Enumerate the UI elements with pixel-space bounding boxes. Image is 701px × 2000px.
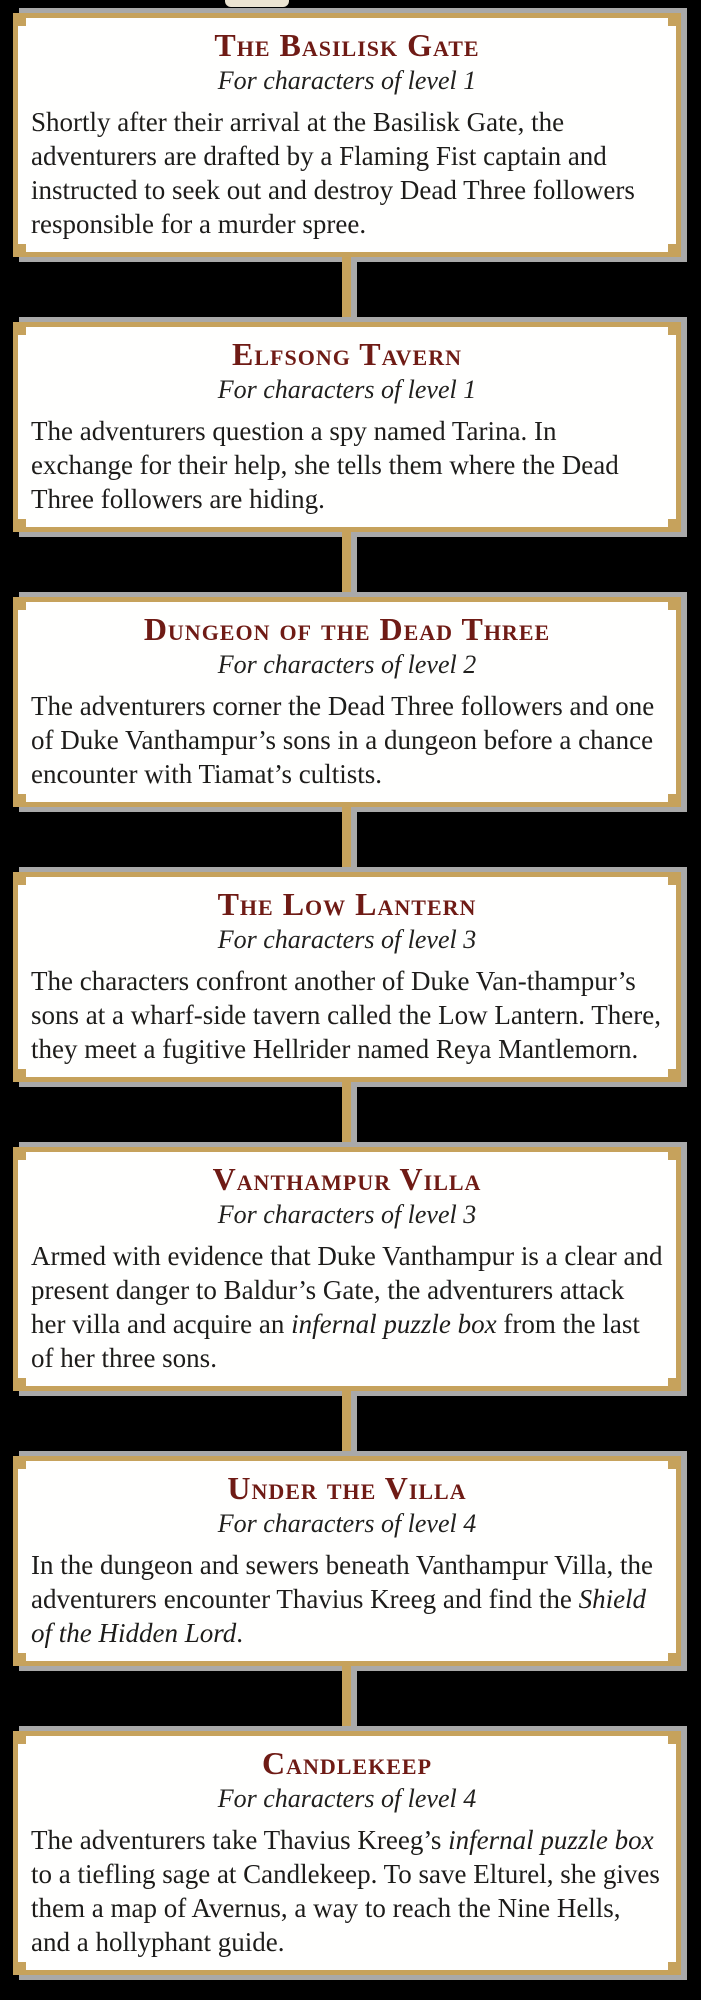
stage-box-vanthampur-villa xyxy=(13,1147,681,1391)
frame-corner-decoration xyxy=(18,1653,26,1661)
stage-box-elfsong-tavern xyxy=(13,322,681,532)
frame-corner-decoration xyxy=(18,1378,26,1386)
frame-corner-decoration xyxy=(668,244,676,252)
connector-bar xyxy=(342,1079,351,1150)
frame-corner-decoration xyxy=(668,794,676,802)
stage-description xyxy=(31,1239,663,1375)
description-segment-italic: Shield of the Hidden Lord xyxy=(31,1584,647,1648)
description-segment: from the last of her three sons. xyxy=(31,1309,640,1373)
flow-connector xyxy=(13,1082,681,1147)
flow-connector xyxy=(13,532,681,597)
box-panel xyxy=(13,1456,681,1666)
description-segment-italic: infernal puzzle box xyxy=(291,1309,497,1339)
connector-bar-shadow xyxy=(351,1391,357,1456)
connector-bar xyxy=(342,804,351,875)
stage-level-note: For characters of level 3 xyxy=(217,925,477,954)
stage-description xyxy=(31,1548,663,1650)
box-panel xyxy=(13,872,681,1082)
stage-box-dungeon-of-the-dead-three xyxy=(13,597,681,807)
stage-title: Under the Villa xyxy=(227,1470,467,1506)
frame-corner-decoration xyxy=(668,1736,676,1744)
frame-corner-decoration xyxy=(668,877,676,885)
description-segment: In the dungeon and sewers beneath Vanthampur Villa, the adventurers encounter Thavius Kreeg and find the xyxy=(31,1550,653,1614)
frame-corner-decoration xyxy=(668,327,676,335)
frame-corner-decoration xyxy=(18,794,26,802)
flow-connector xyxy=(13,257,681,322)
frame-corner-decoration xyxy=(668,1069,676,1077)
cut-off-page-decoration xyxy=(225,0,289,7)
frame-corner-decoration xyxy=(668,1653,676,1661)
box-panel xyxy=(13,597,681,807)
frame-corner-decoration xyxy=(668,18,676,26)
stage-level-note: For characters of level 4 xyxy=(217,1784,477,1813)
description-segment: The adventurers corner the Dead Three followers and one of Duke Vanthampur’s sons in a dungeon before a chance encounter with Tiamat’s cultists. xyxy=(31,691,655,789)
description-segment: Shortly after their arrival at the Basilisk Gate, the adventurers are drafted by a Flaming Fist captain and instructed to seek out and destroy Dead Three followers responsible for a murder spree. xyxy=(31,107,635,239)
stage-title: Candlekeep xyxy=(261,1745,433,1781)
stage-box-the-low-lantern xyxy=(13,872,681,1082)
stage-title: Elfsong Tavern xyxy=(232,336,462,372)
frame-corner-decoration xyxy=(18,1461,26,1469)
frame-corner-decoration xyxy=(18,602,26,610)
stage-description xyxy=(31,105,663,241)
box-panel xyxy=(13,322,681,532)
stage-description xyxy=(31,689,663,791)
box-panel xyxy=(13,1147,681,1391)
connector-bar-shadow xyxy=(351,1082,357,1147)
frame-corner-decoration xyxy=(18,1962,26,1970)
description-segment: The adventurers take Thavius Kreeg’s xyxy=(31,1825,449,1855)
stage-title: The Basilisk Gate xyxy=(214,27,480,63)
frame-corner-decoration xyxy=(668,1461,676,1469)
stage-box-candlekeep xyxy=(13,1731,681,1975)
description-segment: . xyxy=(236,1618,243,1648)
story-flowchart xyxy=(13,13,681,1975)
stage-description xyxy=(31,964,663,1066)
stage-description xyxy=(31,1823,663,1959)
frame-corner-decoration xyxy=(18,1736,26,1744)
connector-bar xyxy=(342,254,351,325)
connector-bar-shadow xyxy=(351,807,357,872)
frame-corner-decoration xyxy=(668,602,676,610)
frame-corner-decoration xyxy=(18,244,26,252)
stage-title: Dungeon of the Dead Three xyxy=(143,611,551,647)
connector-bar xyxy=(342,1388,351,1459)
description-segment-italic: infernal puzzle box xyxy=(448,1825,654,1855)
frame-corner-decoration xyxy=(668,519,676,527)
stage-description xyxy=(31,414,663,516)
stage-level-note: For characters of level 2 xyxy=(217,650,477,679)
connector-bar-shadow xyxy=(351,1666,357,1731)
box-panel xyxy=(13,13,681,257)
description-segment: The adventurers question a spy named Tarina. In exchange for their help, she tells them where the Dead Three followers are hiding. xyxy=(31,416,619,514)
flow-connector xyxy=(13,1391,681,1456)
stage-level-note: For characters of level 1 xyxy=(217,66,477,95)
flow-connector xyxy=(13,807,681,872)
stage-level-note: For characters of level 3 xyxy=(217,1200,477,1229)
description-segment: The characters confront another of Duke Van-thampur’s sons at a wharf-side tavern called the Low Lantern. There, they meet a fugitive Hellrider named Reya Mantlemorn. xyxy=(31,966,661,1064)
frame-corner-decoration xyxy=(668,1152,676,1160)
connector-bar-shadow xyxy=(351,532,357,597)
frame-corner-decoration xyxy=(18,1069,26,1077)
stage-title: Vanthampur Villa xyxy=(212,1161,482,1197)
connector-bar-shadow xyxy=(351,257,357,322)
flow-connector xyxy=(13,1666,681,1731)
stage-level-note: For characters of level 1 xyxy=(217,375,477,404)
frame-corner-decoration xyxy=(18,877,26,885)
frame-corner-decoration xyxy=(18,327,26,335)
description-segment: to a tiefling sage at Candlekeep. To save Elturel, she gives them a map of Avernus, a way to reach the Nine Hells, and a hollyphant guide. xyxy=(31,1859,660,1957)
frame-corner-decoration xyxy=(18,18,26,26)
frame-corner-decoration xyxy=(18,1152,26,1160)
connector-bar xyxy=(342,529,351,600)
stage-box-basilisk-gate xyxy=(13,13,681,257)
stage-box-under-the-villa xyxy=(13,1456,681,1666)
box-panel xyxy=(13,1731,681,1975)
stage-level-note: For characters of level 4 xyxy=(217,1509,477,1538)
stage-title: The Low Lantern xyxy=(217,886,477,922)
frame-corner-decoration xyxy=(18,519,26,527)
connector-bar xyxy=(342,1663,351,1734)
description-segment: Armed with evidence that Duke Vanthampur is a clear and present danger to Baldur’s Gate, the adventurers attack her villa and acquire an xyxy=(31,1241,663,1339)
frame-corner-decoration xyxy=(668,1962,676,1970)
frame-corner-decoration xyxy=(668,1378,676,1386)
